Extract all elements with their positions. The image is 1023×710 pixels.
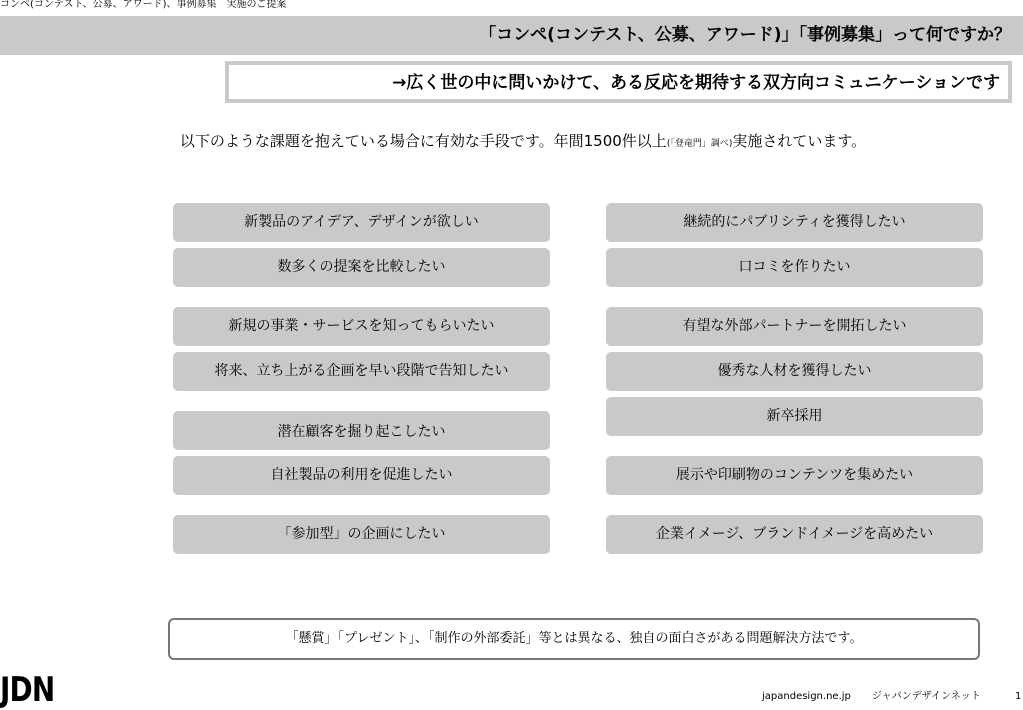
left-item: 新製品のアイデア、デザインが欲しい [173, 203, 550, 242]
page-number: 1 [1015, 691, 1022, 702]
title-bar [0, 16, 1023, 55]
footer-note-box [168, 618, 980, 660]
left-item: 「参加型」の企画にしたい [173, 515, 550, 554]
right-item: 優秀な人材を獲得したい [606, 352, 983, 391]
page-title: 「コンペ(コンテスト、公募、アワード)」「事例募集」って何ですか？ [479, 25, 1011, 45]
breadcrumb: コンペ(コンテスト、公募、アワード)、事例募集 実施のご提案 [0, 0, 287, 10]
intro-source-note: (「登竜門」調べ) [666, 139, 733, 149]
right-item: 企業イメージ、ブランドイメージを高めたい [606, 515, 983, 554]
page-subtitle: →広く世の中に問いかけて、ある反応を期待する双方向コミュニケーションです [392, 73, 1000, 93]
subtitle-box [225, 61, 1012, 103]
left-item: 潜在顧客を掘り起こしたい [173, 411, 550, 450]
intro-main: 以下のような課題を抱えている場合に有効な手段です。年間1500件以上 [179, 132, 667, 150]
right-item: 口コミを作りたい [606, 248, 983, 287]
site-url: japandesign.ne.jp [762, 691, 851, 702]
right-item: 継続的にパブリシティを獲得したい [606, 203, 983, 242]
left-item: 数多くの提案を比較したい [173, 248, 550, 287]
left-item: 将来、立ち上がる企画を早い段階で告知したい [173, 352, 550, 391]
footer-note: 「懸賞」「プレゼント」、「制作の外部委託」等とは異なる、独自の面白さがある問題解決方法です。 [285, 631, 863, 646]
left-item: 自社製品の利用を促進したい [173, 456, 550, 495]
company-name: ジャパンデザインネット [872, 691, 981, 702]
right-item: 新卒採用 [606, 397, 983, 436]
left-item: 新規の事業・サービスを知ってもらいたい [173, 307, 550, 346]
intro-tail: 実施されています。 [732, 132, 867, 150]
right-item: 有望な外部パートナーを開拓したい [606, 307, 983, 346]
right-item: 展示や印刷物のコンテンツを集めたい [606, 456, 983, 495]
jdn-logo: JDN [0, 670, 55, 710]
intro-text [0, 131, 1023, 154]
